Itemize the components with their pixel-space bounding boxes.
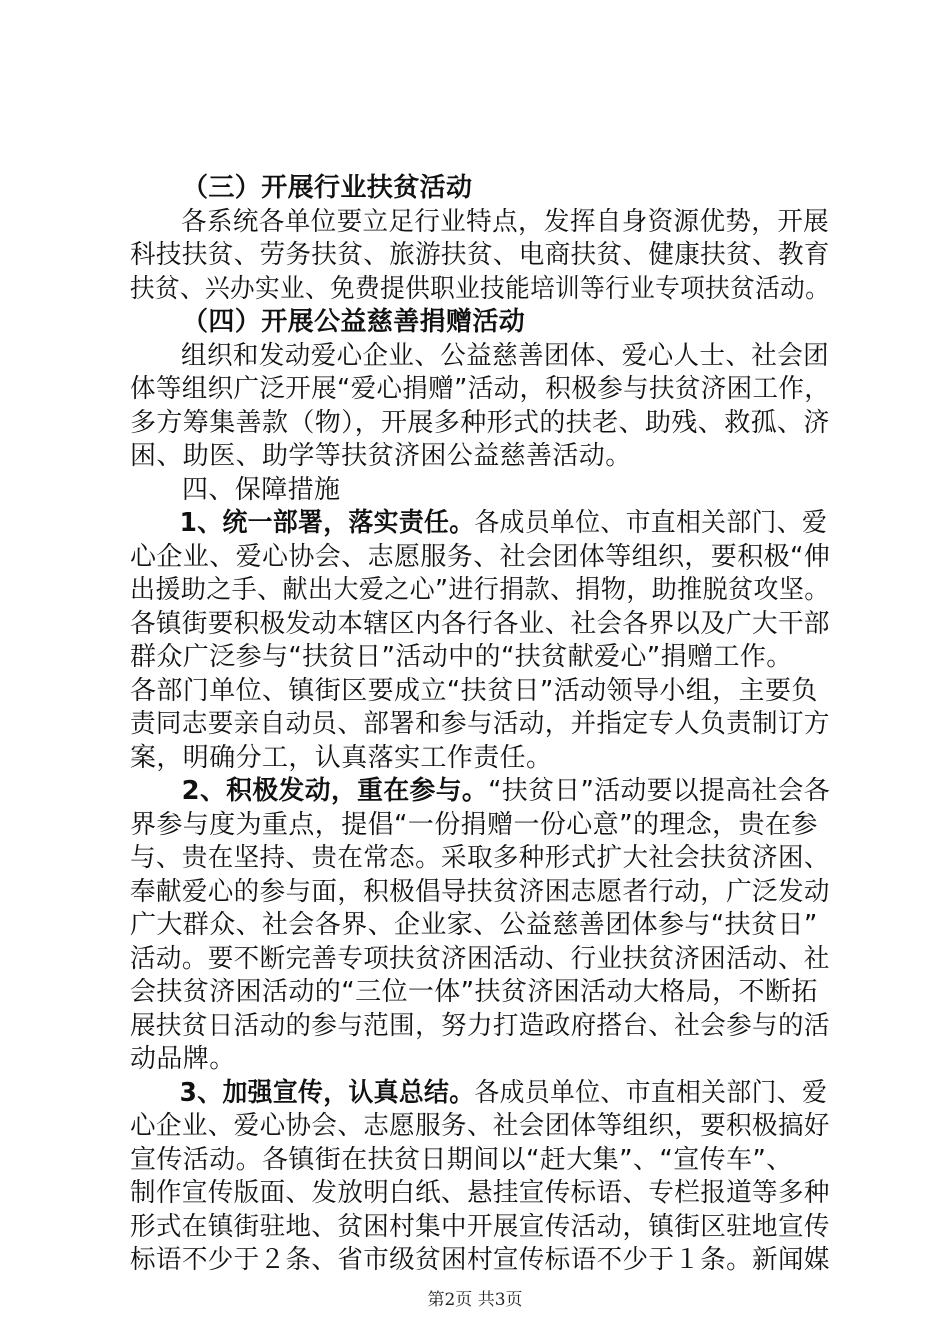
- text-line: [130, 306, 830, 340]
- text-run: 组织和发动爱心企业、公益慈善团体、爱心人士、社会团: [181, 340, 830, 371]
- text-line: [130, 876, 830, 910]
- text-line: [130, 574, 830, 608]
- text-run: 奉献爱心的参与面，积极倡导扶贫济困志愿者行动，广泛发动: [130, 876, 830, 907]
- text-run: 与、贵在坚持、贵在常态。采取多种形式扩大社会扶贫济困、: [130, 843, 830, 873]
- text-line: [130, 1077, 828, 1111]
- text-line: [130, 909, 830, 943]
- text-line: [130, 608, 830, 642]
- text-line: [130, 541, 830, 575]
- bold-run: （四）开展公益慈善捐赠活动: [182, 307, 526, 337]
- text-line: [130, 340, 830, 374]
- text-line: [130, 1110, 830, 1144]
- text-run: 出援助之手、献出大爱之心”进行捐款、捐物，助推脱贫攻坚。: [130, 575, 830, 605]
- text-run: 科技扶贫、劳务扶贫、旅游扶贫、电商扶贫、健康扶贫、教育: [130, 240, 830, 270]
- text-line: [130, 273, 831, 307]
- text-run: 标语不少于２条、省市级贫困村宣传标语不少于１条。新闻媒: [130, 1245, 830, 1275]
- text-run: 广大群众、社会各界、企业家、公益慈善团体参与“扶贫日”: [130, 910, 818, 940]
- text-run: 各系统各单位要立足行业特点，发挥自身资源优势，开展: [181, 206, 830, 237]
- text-run: 形式在镇街驻地、贫困村集中开展宣传活动，镇街区驻地宣传: [130, 1211, 830, 1242]
- text-run: 心企业、爱心协会、志愿服务、社会团体等组织，要积极搞好: [130, 1111, 830, 1141]
- text-run: 制作宣传版面、发放明白纸、悬挂宣传标语、专栏报道等多种: [130, 1178, 830, 1208]
- text-line: [130, 1144, 830, 1178]
- text-line: [130, 474, 830, 508]
- text-line: [130, 1010, 830, 1044]
- text-run: 各部门单位、镇街区要成立“扶贫日”活动领导小组，主要负: [130, 675, 818, 706]
- text-line: [130, 775, 831, 809]
- text-run: 活动。要不断完善专项扶贫济困活动、行业扶贫济困活动、社: [130, 943, 830, 974]
- text-run: 会扶贫济困活动的“三位一体”扶贫济困活动大格局，不断拓: [130, 977, 818, 1007]
- bold-run: 1、统一部署，落实责任。: [179, 508, 475, 538]
- text-run: 困、助医、助学等扶贫济困公益慈善活动。: [130, 441, 632, 471]
- text-run: 群众广泛参与“扶贫日”活动中的“扶贫献爱心”捐赠工作。: [130, 642, 793, 672]
- text-run: 展扶贫日活动的参与范围，努力打造政府搭台、社会参与的活: [130, 1010, 830, 1041]
- text-line: [130, 507, 828, 541]
- text-line: [130, 206, 830, 240]
- text-line: [130, 1043, 830, 1077]
- text-line: [130, 976, 830, 1010]
- text-line: [130, 440, 830, 474]
- text-line: [130, 842, 830, 876]
- text-line: [130, 172, 830, 206]
- text-run: 宣传活动。各镇街在扶贫日期间以“赶大集”、“宣传车”、: [130, 1144, 793, 1175]
- page-footer: 第2页 共3页: [427, 1290, 523, 1310]
- text-run: 多方筹集善款（物），开展多种形式的扶老、助残、救孤、济: [130, 407, 830, 438]
- bold-run: 3、加强宣传，认真总结。: [179, 1077, 475, 1108]
- text-run: 体等组织广泛开展“爱心捐赠”活动，积极参与扶贫济困工作，: [130, 374, 831, 404]
- text-line: [130, 675, 830, 709]
- text-run: “扶贫日”活动要以提高社会各: [488, 776, 831, 806]
- text-line: [130, 1177, 830, 1211]
- text-line: [130, 809, 830, 843]
- bold-run: （三）开展行业扶贫活动: [182, 173, 473, 203]
- text-run: 责同志要亲自动员、部署和参与活动，并指定专人负责制订方: [130, 709, 830, 739]
- bold-run: 2、积极发动，重在参与。: [181, 776, 489, 806]
- text-run: 扶贫、兴办实业、免费提供职业技能培训等行业专项扶贫活动。: [130, 273, 831, 304]
- text-line: [130, 708, 830, 742]
- text-run: 各镇街要积极发动本辖区内各行各业、社会各界以及广大干部: [130, 608, 830, 639]
- text-run: 案，明确分工，认真落实工作责任。: [130, 742, 553, 773]
- text-line: [130, 1244, 830, 1278]
- text-line: [130, 742, 830, 776]
- text-line: [130, 943, 830, 977]
- text-line: [130, 1211, 830, 1245]
- text-line: [130, 407, 830, 441]
- text-line: [130, 239, 830, 273]
- text-run: 心企业、爱心协会、志愿服务、社会团体等组织，要积极“伸: [130, 541, 831, 572]
- text-run: 动品牌。: [130, 1044, 236, 1074]
- text-run: 四、保障措施: [182, 474, 341, 505]
- text-run: 各成员单位、市直相关部门、爱: [474, 1077, 828, 1108]
- text-line: [130, 373, 831, 407]
- document-body: [130, 172, 830, 1278]
- text-line: [130, 641, 830, 675]
- text-run: 各成员单位、市直相关部门、爱: [474, 508, 828, 538]
- text-run: 界参与度为重点，提倡“一份捐赠一份心意”的理念，贵在参: [130, 809, 818, 840]
